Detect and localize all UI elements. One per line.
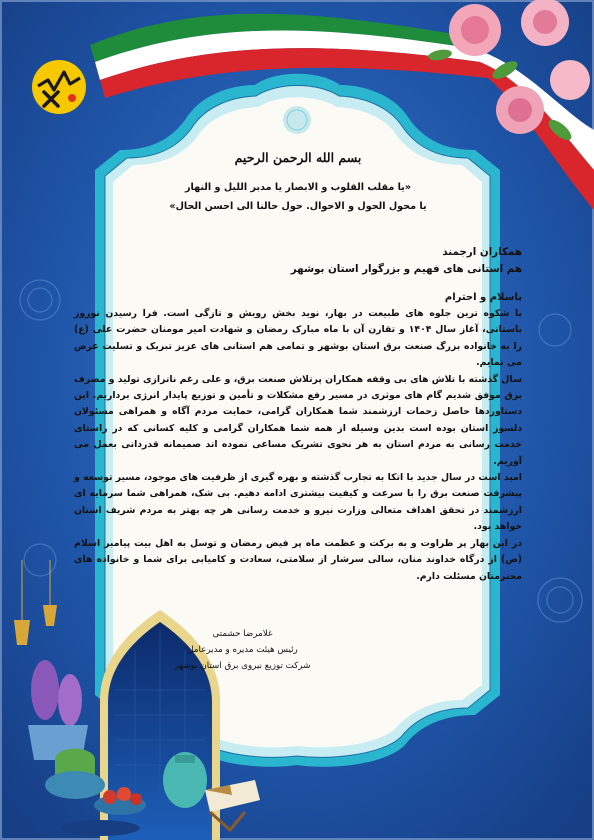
signature-title: رئیس هیئت مدیره و مدیرعامل xyxy=(187,645,298,655)
paragraph-3: امید است در سال جدید با اتکا به تجارب گذشته و بهره گیری از ظرفیت های موجود، مسیر توسعه و پیشرفت صنعت برق را با سرعت و کیفیت بیشتری ادامه دهیم. بی شک، همراهی شما سرمایه ای ارزشمند در تحقق اهداف متعالی وزارت نیرو و خدمت رسانی هر چه بهتر به مردم شریف استان خواهد بود. xyxy=(74,472,522,533)
prayer-verse-line-1: «یا مقلب القلوب و الابصار یا مدبر اللیل و النهار xyxy=(184,182,412,193)
message-paragraphs xyxy=(74,306,522,585)
greeting-line-2: هم استانی های فهیم و بزرگوار استان بوشهر xyxy=(290,263,522,275)
paragraph-4: در این بهار پر طراوت و به برکت و عظمت ماه پر فیض رمضان و توسل به اهل بیت پیامبر اسلام (ص) از درگاه خداوند منان، سالی سرشار از سلامتی، سعادت و کامیابی برای شما و خانواده های محترمتان مسئلت دارم. xyxy=(74,537,522,582)
basmala: بسم الله الرحمن الرحیم xyxy=(234,150,362,165)
prayer-verse-line-2: یا محول الحول و الاحوال. حول حالنا الی احسن الحال» xyxy=(169,201,427,212)
power-distribution-logo-icon xyxy=(30,58,88,116)
salutation: باسلام و احترام xyxy=(444,292,522,303)
signature-company: شرکت توزیع نیروی برق استان بوشهر xyxy=(174,661,311,671)
paragraph-1: با شکوه ترین جلوه های طبیعت در بهار، نوید بخش رویش و تازگی است. فرا رسیدن نوروز باستانی، آغاز سال ۱۴۰۴ و تقارن آن با ماه مبارک رمضان و شهادت امیر مومنان حضرت علی (ع) را به خانواده بزرگ صنعت برق استان بوشهر و تمامی هم استانی های عزیز تبریک و تسلیت عرض می نمایم. xyxy=(74,308,522,369)
greeting-line-1: همکاران ارجمند xyxy=(442,246,522,258)
signature-name: غلامرضا حشمتی xyxy=(212,629,273,639)
paragraph-2: سال گذشته با تلاش های بی وقفه همکاران پرتلاش صنعت برق، و علی رغم ناترازی تولید و مصرف برق موفق شدیم گام های موثری در مسیر رفع مشکلات و تأمین و توزیع پایدار انرژی برداریم. این دستاوردها حاصل زحمات ارزشمند شما همکاران گرامی، حمایت مردم آگاه و همراهی مسئولان دلسوز استان بوده است بدین وسیله از همه شما همکاران گرامی و کلیه کسانی که در راستای خدمت رسانی به مردم استان به هر نحوی تشریک مساعی نموده اند صمیمانه قدردانی بعمل می آوریم. xyxy=(74,373,522,467)
